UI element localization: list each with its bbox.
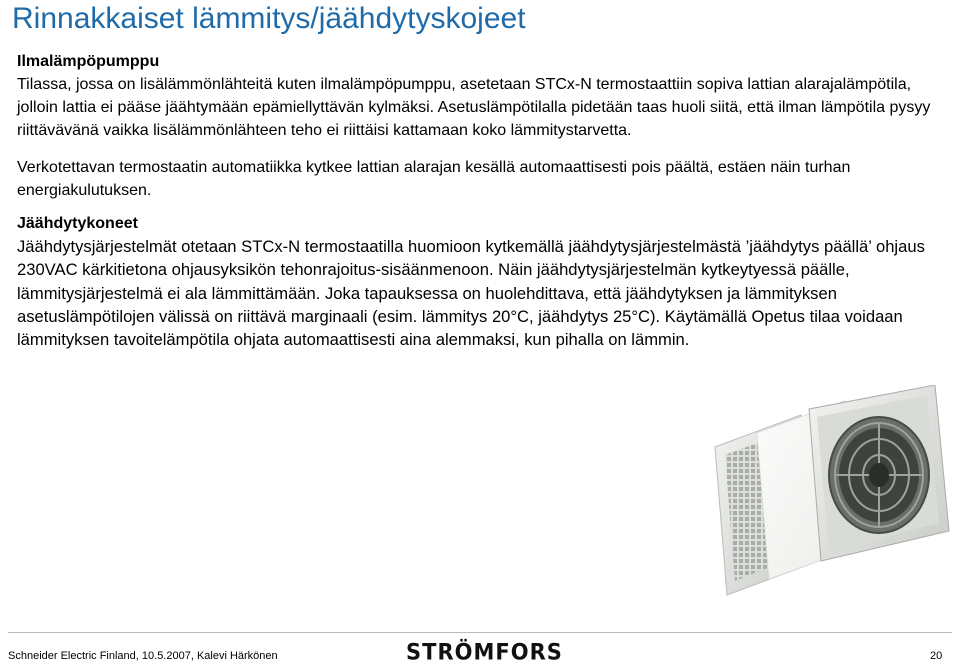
footer-divider: [8, 632, 952, 633]
slide-body: [17, 50, 952, 351]
heading-air-heat-pump: Ilmalämpöpumppu: [17, 53, 160, 70]
page-number: 20: [930, 650, 943, 662]
paragraph-network-thermostat: Verkotettavan termostaatin automatiikka kytkee lattian alarajan kesällä automaattisesti pois päältä, estäen näin turhan energiakulutuksen.: [17, 159, 851, 199]
fan-filter-unit-image: [697, 385, 951, 599]
footer-author-date: Schneider Electric Finland, 10.5.2007, Kalevi Härkönen: [8, 650, 278, 662]
stromfors-logo: STRÖMFORS: [406, 639, 563, 665]
paragraph-cooling-units: Jäähdytysjärjestelmät otetaan STCx-N termostaatilla huomioon kytkemällä jäähdytysjärjestelmästä ’jäähdytys päällä’ ohjaus 230VAC kärkitietona ohjausyksikön tehonrajoitus-sisäänmenoon. Näin jäähdytysjärjestelmän kytkeytyessä päälle, lämmitysjärjestelmä ei ala lämmittämään. Joka tapauksessa on huolehdittava, että jäähdytyksen ja lämmityksen asetuslämpötilojen välissä on riittävä marginaali (esim. lämmitys 20°C, jäähdytys 25°C). Käytämällä Opetus tilaa voidaan lämmityksen tavoitelämpötila ohjata automaattisesti aina alemmaksi, kun pihalla on lämmin.: [17, 237, 925, 350]
heading-cooling-units: Jäähdytykoneet: [17, 215, 138, 232]
paragraph-air-heat-pump: Tilassa, jossa on lisälämmönlähteitä kuten ilmalämpöpumppu, asetetaan STCx-N termostaattiin sopiva lattian alarajalämpötila, jolloin lattia ei pääse jäähtymään epämiellyttävän kylmäksi. Asetuslämpötilalla pidetään taas huoli siitä, että ilman lämpötila pysyy riittävävänä vaikka lisälämmönlähteen teho ei riittäisi kattamaan koko lämmitystarvetta.: [17, 76, 931, 139]
slide-title: Rinnakkaiset lämmitys/jäähdytyskojeet: [12, 2, 526, 35]
